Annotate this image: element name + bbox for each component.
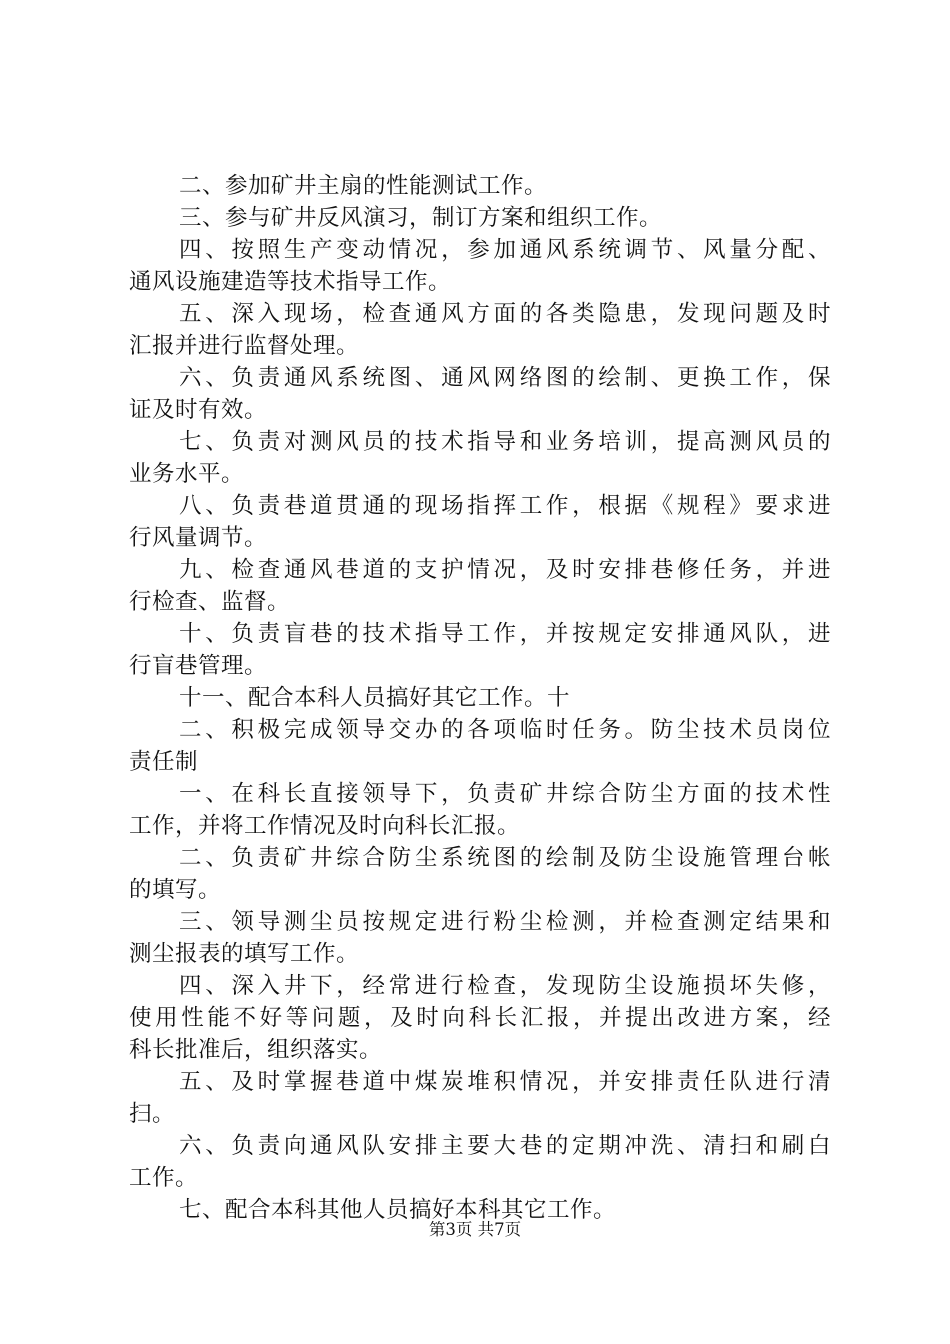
text-line: 行风量调节。 [129, 525, 268, 551]
text-line: 十一、配合本科人员搞好其它工作。十 [179, 685, 571, 711]
text-line: 七、负责对测风员的技术指导和业务培训，提高测风员的 [179, 429, 831, 455]
text-line: 通风设施建造等技术指导工作。 [129, 269, 452, 295]
text-line: 三、参与矿井反风演习，制订方案和组织工作。 [179, 205, 663, 231]
text-line: 四、按照生产变动情况，参加通风系统调节、风量分配、 [179, 237, 831, 263]
text-line: 责任制 [129, 749, 199, 775]
text-line: 一、在科长直接领导下，负责矿井综合防尘方面的技术性 [179, 781, 831, 807]
text-line: 九、检查通风巷道的支护情况，及时安排巷修任务，并进 [179, 557, 831, 583]
text-line: 二、参加矿井主扇的性能测试工作。 [179, 173, 548, 199]
text-line: 八、负责巷道贯通的现场指挥工作，根据《规程》要求进 [179, 493, 831, 519]
page-footer: 第3页 共7页 [428, 1220, 522, 1239]
text-line: 二、积极完成领导交办的各项临时任务。防尘技术员岗位 [179, 717, 831, 743]
text-line: 六、负责向通风队安排主要大巷的定期冲洗、清扫和刷白 [179, 1133, 831, 1159]
text-line: 行检查、监督。 [129, 589, 291, 615]
text-line: 扫。 [129, 1101, 176, 1127]
text-line: 二、负责矿井综合防尘系统图的绘制及防尘设施管理台帐 [179, 845, 831, 871]
text-line: 证及时有效。 [129, 397, 268, 423]
text-line: 七、配合本科其他人员搞好本科其它工作。 [179, 1197, 617, 1223]
text-line: 使用性能不好等问题，及时向科长汇报，并提出改进方案，经 [129, 1005, 831, 1031]
text-line: 四、深入井下，经常进行检查，发现防尘设施损坏失修， [179, 973, 831, 999]
text-line: 汇报并进行监督处理。 [129, 333, 360, 359]
text-line: 工作。 [129, 1165, 199, 1191]
text-line: 五、深入现场，检查通风方面的各类隐患，发现问题及时 [179, 301, 831, 327]
text-line: 五、及时掌握巷道中煤炭堆积情况，并安排责任队进行清 [179, 1069, 831, 1095]
text-line: 六、负责通风系统图、通风网络图的绘制、更换工作，保 [179, 365, 831, 391]
text-line: 三、领导测尘员按规定进行粉尘检测，并检查测定结果和 [179, 909, 831, 935]
text-line: 十、负责盲巷的技术指导工作，并按规定安排通风队，进 [179, 621, 831, 647]
text-line: 行盲巷管理。 [129, 653, 268, 679]
text-line: 业务水平。 [129, 461, 245, 487]
text-line: 测尘报表的填写工作。 [129, 941, 360, 967]
document-body [129, 170, 831, 1226]
text-line: 工作，并将工作情况及时向科长汇报。 [129, 813, 521, 839]
text-line: 科长批准后，组织落实。 [129, 1037, 383, 1063]
text-line: 的填写。 [129, 877, 222, 903]
